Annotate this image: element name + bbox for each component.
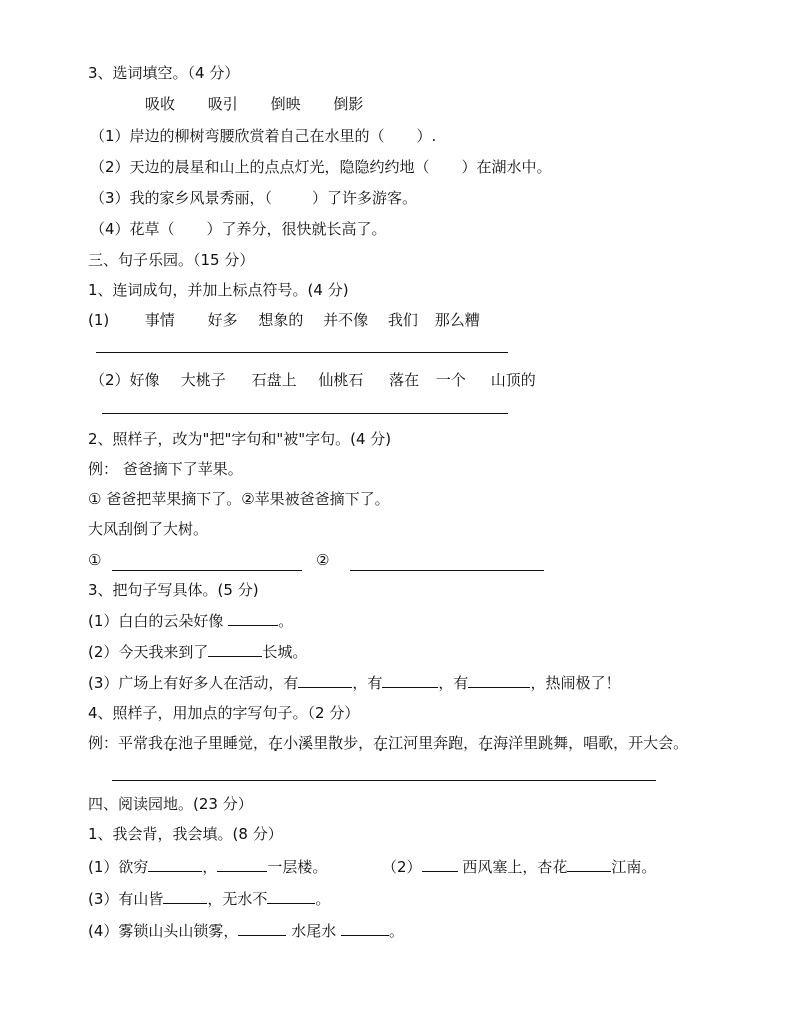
section-3-title: 三、句子乐园。（15 分） (88, 251, 255, 269)
circle-label-2: ② (316, 551, 330, 569)
sentence-2: (2）今天我来到了 长城。 (88, 643, 308, 661)
answer-blank[interactable] (163, 888, 207, 904)
word-bank-item: 倒影 (333, 95, 364, 113)
answer-blank[interactable] (298, 672, 352, 688)
answer-blank[interactable] (228, 610, 278, 626)
word-bank-item: 吸引 (207, 95, 238, 113)
answer-line[interactable] (112, 780, 656, 781)
section-4-title: 四、阅读园地。(23 分） (88, 795, 253, 813)
poem-line-1: (1）欲穷 ， 一层楼。 (88, 858, 328, 876)
dotted-char: 在 (478, 734, 494, 752)
dotted-char: 在 (268, 734, 284, 752)
answer-blank[interactable] (382, 672, 438, 688)
answer-blank[interactable] (148, 856, 202, 872)
word-bank (145, 94, 391, 114)
answer-blank[interactable] (422, 856, 458, 872)
answer-line[interactable] (96, 352, 508, 353)
reading-1-title: 1、我会背，我会填。(8 分） (88, 825, 283, 843)
sentence-1: (1）白白的云朵好像 。 (88, 612, 294, 630)
answer-line[interactable] (102, 413, 508, 414)
task-sentence: 大风刮倒了大树。 (88, 520, 209, 538)
dotted-example: 例：平常我在池子里睡觉，在小溪里散步，在江河里奔跑，在海洋里跳舞，唱歌，开大会。 (88, 734, 689, 752)
answer-blank[interactable] (238, 920, 286, 936)
answer-blank[interactable] (267, 888, 315, 904)
answer-line[interactable] (112, 570, 302, 571)
answer-blank[interactable] (208, 641, 262, 657)
answer-line[interactable] (350, 570, 544, 571)
poem-line-2: （2） 西风塞上，杏花 江南。 (382, 858, 657, 876)
circle-label-1: ① (88, 551, 102, 569)
fill-item-4: （4）花草（ ）了养分，很快就长高了。 (90, 220, 387, 238)
word-row-1: (1) 事情 好多 想象的 并不像 我们 那么糟 (88, 311, 480, 329)
example-answer: ① 爸爸把苹果摘下了。②苹果被爸爸摘下了。 (88, 490, 390, 508)
subquestion-4-title: 4、照样子，用加点的字写句子。（2 分） (88, 704, 360, 722)
answer-blank[interactable] (567, 856, 611, 872)
word-bank-item: 倒映 (270, 95, 301, 113)
word-bank-item: 吸收 (145, 95, 176, 113)
answer-blank[interactable] (468, 672, 530, 688)
example-line: 例： 爸爸摘下了苹果。 (88, 460, 243, 478)
word-row-2: （2）好像 大桃子 石盘上 仙桃石 落在 一个 山顶的 (90, 371, 536, 389)
question-3-title: 3、选词填空。（4 分） (88, 64, 240, 82)
subquestion-2-title: 2、照样子，改为"把"字句和"被"字句。(4 分) (88, 430, 392, 448)
fill-item-3: （3）我的家乡风景秀丽，（ ）了许多游客。 (90, 189, 418, 207)
fill-item-1: （1）岸边的柳树弯腰欣赏着自己在水里的（ ）. (90, 127, 437, 145)
answer-blank[interactable] (217, 856, 267, 872)
answer-blank[interactable] (341, 920, 389, 936)
poem-line-3: (3）有山皆 ，无水不 。 (88, 890, 331, 908)
fill-item-2: （2）天边的晨星和山上的点点灯光，隐隐约约地（ ）在湖水中。 (90, 158, 552, 176)
subquestion-1-title: 1、连词成句，并加上标点符号。(4 分) (88, 281, 349, 299)
subquestion-3-title: 3、把句子写具体。(5 分) (88, 581, 259, 599)
dotted-char: 在 (373, 734, 389, 752)
dotted-char: 在 (163, 734, 179, 752)
sentence-3: (3）广场上有好多人在活动，有 ，有 ，有 ，热闹极了！ (88, 674, 621, 692)
poem-line-4: (4）雾锁山头山锁雾， 水尾水 。 (88, 922, 404, 940)
